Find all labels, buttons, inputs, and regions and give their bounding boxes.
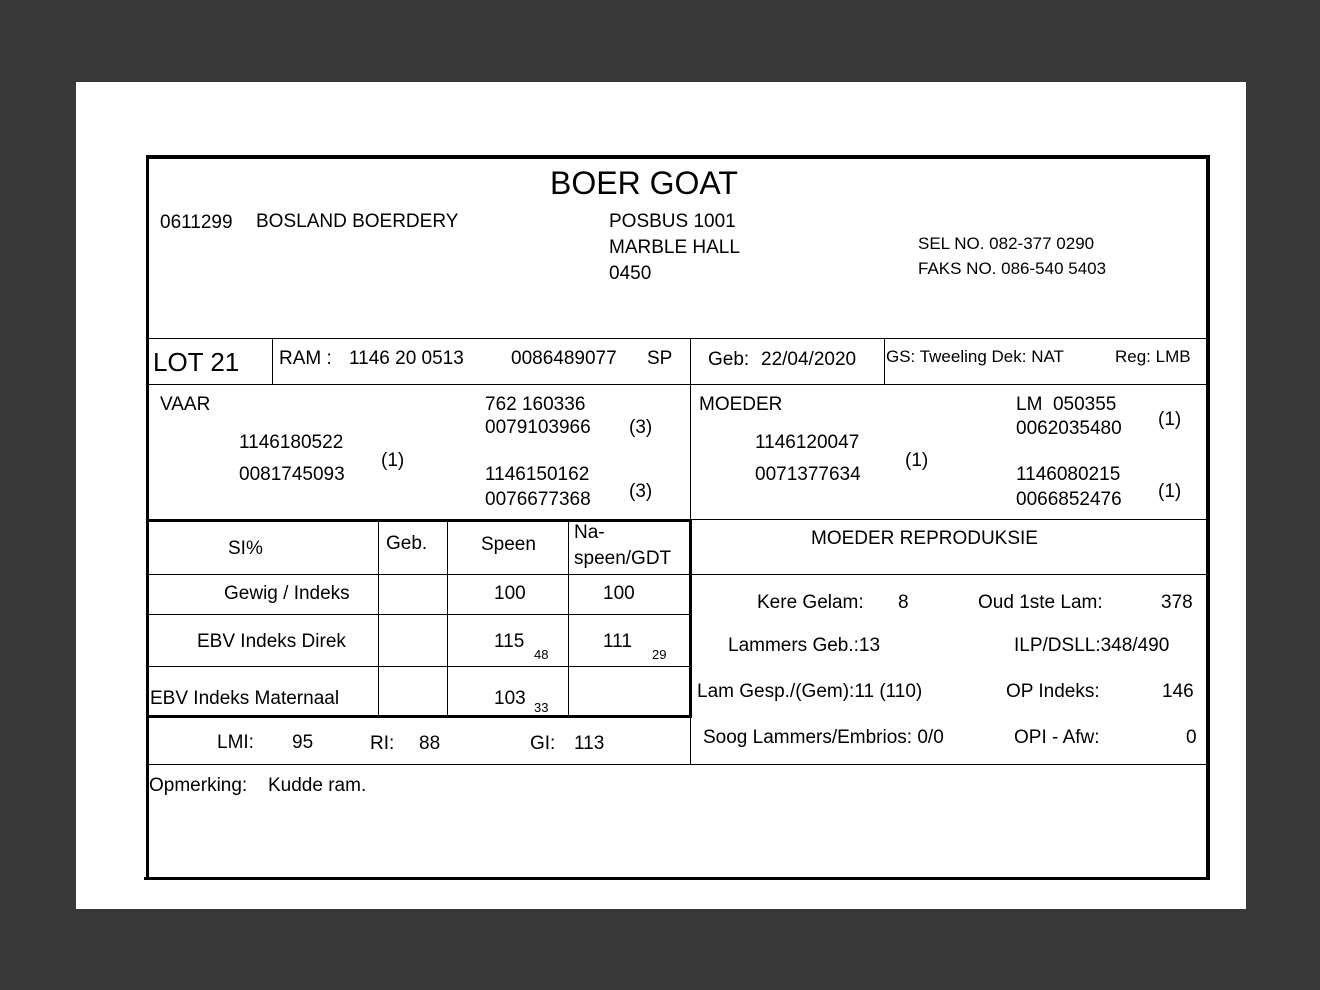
naspeen-header-2: speen/GDT (574, 548, 672, 569)
divider (148, 764, 1208, 765)
speen-header: Speen (481, 534, 536, 555)
divider (568, 520, 569, 718)
soog-lammers: Soog Lammers/Embrios: 0/0 (703, 727, 944, 748)
divider (148, 519, 691, 522)
op-label: OP Indeks: (1006, 681, 1100, 702)
divider (447, 520, 448, 718)
sire-count: (1) (381, 450, 405, 471)
dam-count: (1) (905, 450, 929, 471)
sire-id: 1146180522 (239, 432, 344, 453)
dam-dam-id: 1146080215 (1016, 464, 1121, 485)
dam-id: 1146120047 (755, 432, 860, 453)
weight-speen: 100 (494, 583, 526, 604)
dam-sire-count: (1) (1158, 409, 1182, 430)
birth-date: 22/04/2020 (761, 349, 857, 370)
breeder-number: 0611299 (160, 212, 233, 233)
repro-title: MOEDER REPRODUKSIE (811, 528, 1038, 549)
frame-left (146, 155, 149, 880)
frame-bottom (144, 877, 1210, 880)
breeder-name: BOSLAND BOERDERY (256, 211, 459, 232)
divider (378, 520, 379, 718)
gs-info: GS: Tweeling Dek: NAT (886, 347, 1064, 366)
sire-registration: 0081745093 (239, 464, 345, 485)
dam-sire-registration: 0062035480 (1016, 418, 1122, 439)
gi-label: GI: (530, 733, 556, 754)
oud-label: Oud 1ste Lam: (978, 592, 1103, 613)
ebv-direct-naspeen-accuracy: 29 (652, 647, 667, 662)
ebv-maternal-speen: 103 (494, 688, 526, 709)
frame-top (146, 155, 1210, 159)
divider (691, 519, 1208, 520)
gi-value: 113 (574, 733, 605, 754)
address-line-2: MARBLE HALL (609, 237, 740, 258)
fax-number: FAKS NO. 086-540 5403 (918, 259, 1107, 278)
row-label-ebv-maternal: EBV Indeks Maternaal (150, 688, 340, 709)
sire-sire-registration: 0079103966 (485, 417, 591, 438)
lammers-born: Lammers Geb.:13 (728, 635, 881, 656)
kere-label: Kere Gelam: (757, 592, 864, 613)
divider (148, 666, 691, 667)
divider (148, 614, 691, 615)
lmi-label: LMI: (217, 732, 254, 753)
opi-label: OPI - Afw: (1014, 727, 1100, 748)
dam-dam-count: (1) (1158, 481, 1182, 502)
page-title: BOER GOAT (550, 165, 738, 201)
ram-label: RAM : (279, 348, 332, 369)
divider (689, 520, 692, 718)
sire-label: VAAR (160, 394, 211, 415)
ebv-direct-speen: 115 (494, 631, 525, 652)
ebv-maternal-speen-accuracy: 33 (534, 700, 549, 715)
divider (884, 338, 885, 385)
sire-dam-count: (3) (629, 481, 653, 502)
dam-sire-id: LM 050355 (1016, 394, 1117, 415)
ilp-dsll: ILP/DSLL:348/490 (1014, 635, 1170, 656)
sire-dam-id: 1146150162 (485, 464, 590, 485)
cell-number: SEL NO. 082-377 0290 (918, 234, 1095, 253)
address-line-3: 0450 (609, 263, 652, 284)
divider (148, 384, 1208, 385)
row-label-ebv-direct: EBV Indeks Direk (197, 631, 346, 652)
address-line-1: POSBUS 1001 (609, 211, 736, 232)
ri-value: 88 (419, 733, 441, 754)
reg-info: Reg: LMB (1115, 347, 1191, 366)
weight-naspeen: 100 (603, 583, 635, 604)
opi-value: 0 (1186, 727, 1197, 748)
geb-header: Geb. (386, 533, 428, 554)
ram-grade: SP (647, 348, 673, 369)
naspeen-header-1: Na- (574, 522, 605, 543)
dam-registration: 0071377634 (755, 464, 861, 485)
dam-label: MOEDER (699, 394, 783, 415)
si-header: SI% (228, 538, 263, 559)
divider (272, 338, 273, 385)
row-label-weight: Gewig / Indeks (224, 583, 350, 604)
lmi-value: 95 (292, 732, 314, 753)
ebv-direct-naspeen: 111 (603, 631, 632, 652)
sire-dam-registration: 0076677368 (485, 489, 591, 510)
frame-right (1206, 155, 1210, 880)
lot-label: LOT 21 (153, 347, 240, 377)
divider (148, 715, 691, 718)
dam-dam-registration: 0066852476 (1016, 489, 1122, 510)
divider (148, 338, 1208, 339)
ram-registration: 0086489077 (511, 348, 617, 369)
ram-id: 1146 20 0513 (349, 348, 464, 369)
ebv-direct-speen-accuracy: 48 (534, 647, 549, 662)
ri-label: RI: (370, 733, 395, 754)
sire-sire-count: (3) (629, 417, 653, 438)
birth-label: Geb: (708, 349, 750, 370)
kere-value: 8 (898, 592, 909, 613)
remark-text: Kudde ram. (268, 775, 367, 796)
remark-label: Opmerking: (149, 775, 248, 796)
sire-sire-id: 762 160336 (485, 394, 586, 415)
oud-value: 378 (1161, 592, 1193, 613)
divider (148, 574, 1208, 575)
op-value: 146 (1162, 681, 1194, 702)
lambs-weaned: Lam Gesp./(Gem):11 (110) (697, 681, 923, 702)
